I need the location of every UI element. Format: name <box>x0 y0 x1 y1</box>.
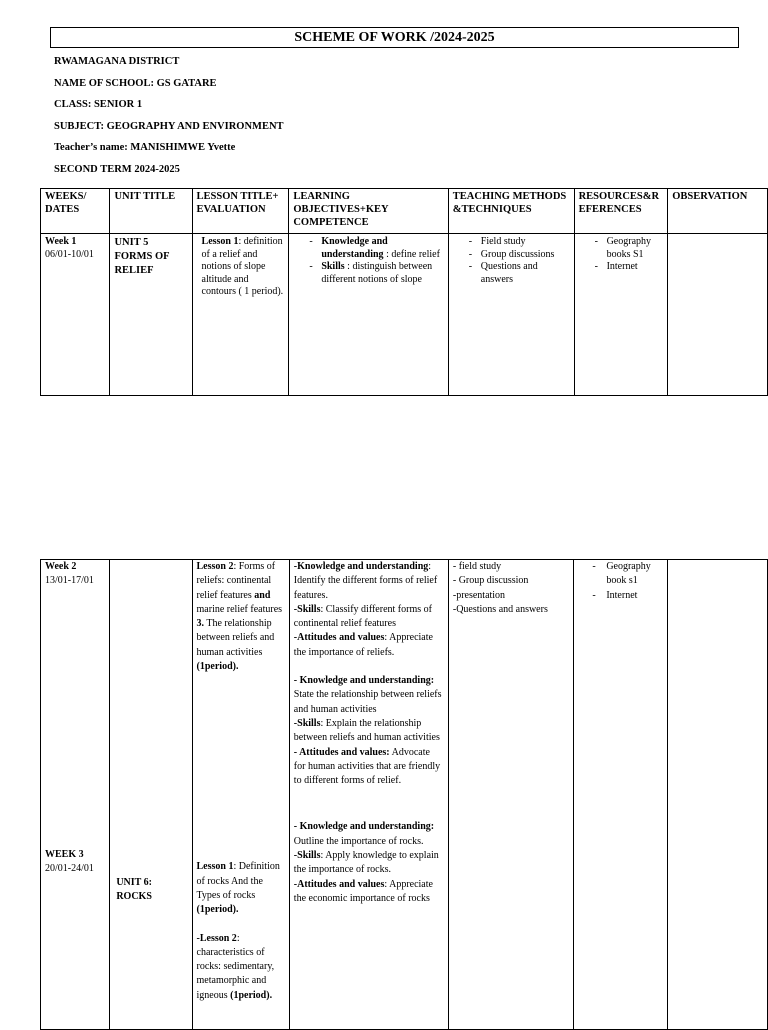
objectives-cell <box>289 234 448 396</box>
list-item: - Geography book s1 <box>578 560 663 589</box>
list-item: - Field study <box>465 236 570 249</box>
week-label: WEEK 3 <box>45 848 84 860</box>
objective-heading: -Attitudes and values <box>293 878 385 890</box>
lesson-label: Lesson 1 <box>196 861 234 873</box>
unit-cell <box>110 560 192 1030</box>
observation-cell <box>668 560 768 1030</box>
objective-text: Outline the importance of rocks. <box>293 835 424 847</box>
resources-cell <box>574 234 668 396</box>
lesson-period: (1period). <box>196 661 239 673</box>
objective-text: : Explain the relationship between reliefs and human activities <box>293 717 440 744</box>
lesson-text: and <box>254 589 271 601</box>
lesson-1-rocks <box>197 860 285 917</box>
list-item <box>305 261 443 286</box>
objective-text: : Appreciate the economic importance of rocks <box>293 878 433 904</box>
objective-heading: -Attitudes and values <box>293 632 385 644</box>
week-dates: 13/01-17/01 <box>45 575 94 587</box>
week-dates: 06/01-10/01 <box>45 248 94 260</box>
header-weeks: WEEKS/ DATES <box>41 189 110 234</box>
lesson-label: 3. <box>196 618 205 630</box>
district-line: RWAMAGANA DISTRICT <box>54 56 180 67</box>
list-item: -presentation <box>452 589 506 601</box>
objective-text: : Apply knowledge to explain the importance of rocks. <box>293 850 439 876</box>
header-resources: RESOURCES&REFERENCES <box>574 189 668 234</box>
lesson-text: : definition of a relief and notions of slope altitude and contours ( 1 period). <box>201 236 284 297</box>
objective-block <box>294 560 444 660</box>
lesson-text: : Forms of reliefs: continental relief features <box>196 561 276 601</box>
resources-list <box>578 560 663 603</box>
objective-heading: - Knowledge and understanding: <box>293 675 435 687</box>
objectives-list <box>305 236 443 286</box>
header-objectives: LEARNING OBJECTIVES+KEY COMPETENCE <box>289 189 448 234</box>
methods-cell <box>448 560 573 1030</box>
scheme-table-page2 <box>40 559 768 1030</box>
list-item <box>305 236 443 261</box>
objective-text: : define relief <box>383 248 440 260</box>
document-title: SCHEME OF WORK /2024-2025 <box>50 27 739 48</box>
lesson-text: The relationship between reliefs and human activities <box>196 618 275 658</box>
lesson-period: (1period). <box>196 904 239 916</box>
table-header-row <box>41 189 768 234</box>
lesson-cell <box>192 234 289 396</box>
week-label: Week 1 <box>45 236 77 247</box>
objective-text: : Identify the different forms of relief features. <box>293 561 438 601</box>
teacher-line: Teacher’s name: MANISHIMWE Yvette <box>54 142 236 153</box>
header-unit: UNIT TITLE <box>110 189 192 234</box>
header-methods: TEACHING METHODS&TECHNIQUES <box>448 189 574 234</box>
list-item: - Questions and answers <box>465 261 570 286</box>
table-row <box>41 234 768 396</box>
objective-heading: -Knowledge and understanding <box>293 561 429 572</box>
week-dates: 20/01-24/01 <box>45 862 94 874</box>
week-cell <box>41 234 110 396</box>
list-item: - Internet <box>578 589 663 603</box>
school-line: NAME OF SCHOOL: GS GATARE <box>54 78 217 89</box>
objectives-cell <box>289 560 448 1030</box>
objective-block <box>294 674 444 788</box>
lesson-2-rocks <box>197 932 285 1003</box>
objective-text: : Classify different forms of continental relief features <box>293 603 432 630</box>
lesson-text: marine relief features <box>196 603 283 615</box>
objective-block <box>294 820 444 906</box>
lesson-2 <box>197 560 285 617</box>
objective-text: State the relationship between reliefs and human activities <box>293 689 442 715</box>
week-label: Week 2 <box>45 561 77 572</box>
unit-title: UNIT 6: ROCKS <box>116 877 152 903</box>
objective-heading: -Skills <box>293 603 321 615</box>
lesson-label: Lesson 2 <box>196 561 234 572</box>
header-lesson: LESSON TITLE+EVALUATION <box>192 189 289 234</box>
observation-cell <box>668 234 768 396</box>
resources-list <box>591 236 664 274</box>
unit-cell: UNIT 5 FORMS OF RELIEF <box>110 234 192 396</box>
list-item: - Group discussions <box>465 249 570 262</box>
lesson-label: Lesson 1 <box>201 236 239 247</box>
list-item: - Geography books S1 <box>591 236 664 261</box>
lesson-period: (1period). <box>230 989 273 1001</box>
subject-line: SUBJECT: GEOGRAPHY AND ENVIRONMENT <box>54 121 284 132</box>
objective-heading: -Skills <box>293 717 321 729</box>
lesson-cell <box>192 560 289 1030</box>
scheme-table-page1 <box>40 188 768 396</box>
objective-text: : Appreciate the importance of reliefs. <box>293 632 433 658</box>
objective-heading: - Knowledge and understanding: <box>293 821 435 833</box>
term-line: SECOND TERM 2024-2025 <box>54 164 180 175</box>
objective-heading: Knowledge and understanding <box>321 236 388 260</box>
resources-cell <box>574 560 668 1030</box>
list-item: - Group discussion <box>452 575 529 587</box>
objective-heading: -Skills <box>293 850 321 862</box>
methods-list <box>465 236 570 286</box>
list-item: - field study <box>452 561 502 572</box>
week-cell <box>41 560 110 1030</box>
list-item: -Questions and answers <box>452 603 548 615</box>
objective-heading: Skills <box>321 261 345 272</box>
lesson-text: : characteristics of rocks: sedimentary, metamorphic and igneous <box>196 932 275 1001</box>
objective-heading: - Attitudes and values: <box>293 746 390 758</box>
objective-text: Advocate for human activities that are friendly to different forms of relief. <box>293 746 441 787</box>
methods-cell <box>448 234 574 396</box>
list-item: - Internet <box>591 261 664 274</box>
table-row <box>41 560 768 1030</box>
header-observation: OBSERVATION <box>668 189 768 234</box>
lesson-text: : Definition of rocks And the Types of rocks <box>196 861 280 901</box>
objective-text: : distinguish between different notions of slope <box>321 261 433 285</box>
lesson-3 <box>197 617 285 674</box>
class-line: CLASS: SENIOR 1 <box>54 99 143 110</box>
lesson-label: -Lesson 2 <box>196 932 237 944</box>
